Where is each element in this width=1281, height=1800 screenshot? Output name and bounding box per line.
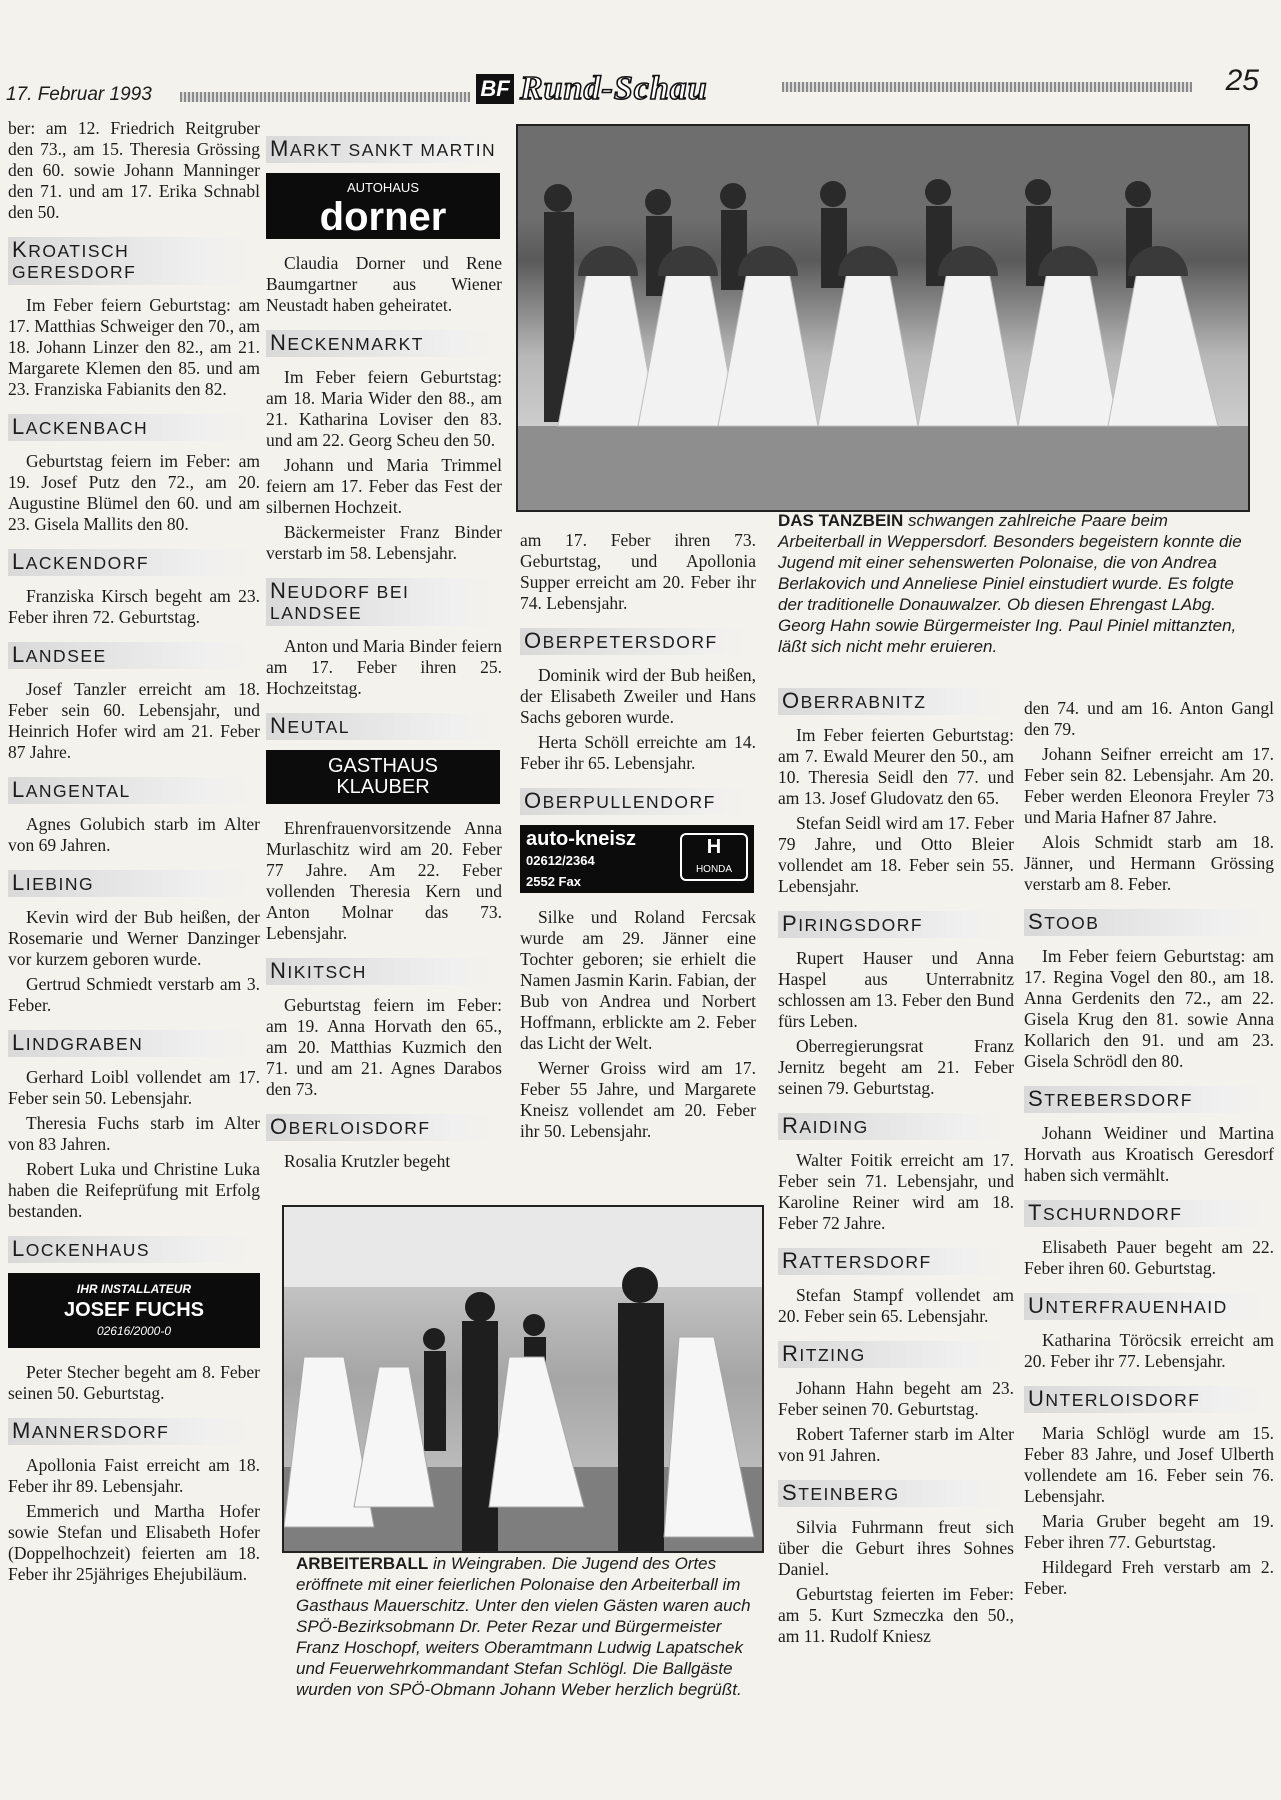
section-heading: OBERPULLENDORF (520, 788, 756, 815)
paragraph: Geburtstag feiern im Feber: am 19. Josef Putz den 72., am 20. Augustine Blümel den 60. und am 23. Gisela Mallits den 80. (8, 451, 260, 534)
paragraph: ber: am 12. Friedrich Reitgruber den 73., am 15. Theresia Grössing den 60. sowie Johann Manninger den 71. und am 17. Erika Schnabl den 50. (8, 118, 260, 222)
paragraph: Elisabeth Pauer begeht am 22. Feber ihren 60. Geburtstag. (1024, 1237, 1274, 1278)
caption-arbeiterball (296, 1553, 756, 1700)
caption-tanzbein (778, 510, 1244, 657)
ad-line: GASTHAUS (327, 755, 439, 777)
ad-logo: dorner (319, 195, 447, 239)
caption-head: DAS TANZBEIN (778, 511, 904, 530)
paragraph: Anton und Maria Binder feiern am 17. Feber ihren 25. Hochzeitstag. (266, 636, 502, 698)
section-heading: STEINBERG (778, 1480, 1014, 1507)
column-5 (1024, 698, 1274, 1603)
paragraph: Gerhard Loibl vollendet am 17. Feber sein 50. Lebensjahr. (8, 1067, 260, 1108)
section-heading: NEUDORF BEI LANDSEE (266, 578, 502, 626)
paragraph: Robert Luka und Christine Luka haben die Reifeprüfung mit Erfolg bestanden. (8, 1159, 260, 1221)
paragraph: Peter Stecher begeht am 8. Feber seinen 50. Geburtstag. (8, 1362, 260, 1403)
section-heading: MANNERSDORF (8, 1418, 260, 1445)
column-3 (520, 530, 756, 1146)
section-heading: RITZING (778, 1341, 1014, 1368)
column-2 (266, 126, 502, 1176)
advert-auto-kneisz (520, 825, 754, 893)
paragraph: Dominik wird der Bub heißen, der Elisabeth Zweiler und Hans Sachs geboren wurde. (520, 665, 756, 727)
paragraph: Stefan Seidl wird am 17. Feber 79 Jahre, und Otto Bleier vollendet am 18. Feber sein 55. Lebensjahr. (778, 813, 1014, 896)
ad-line: AUTOHAUS (347, 180, 419, 195)
advert-josef-fuchs (8, 1273, 260, 1348)
paragraph: Silvia Fuhrmann freut sich über die Geburt ihres Sohnes Daniel. (778, 1517, 1014, 1579)
section-heading: LANDSEE (8, 642, 260, 669)
section-heading: RATTERSDORF (778, 1248, 1014, 1275)
ad-line: HONDA (695, 864, 733, 875)
issue-date: 17. Februar 1993 (6, 84, 152, 105)
header-rule-right (782, 82, 1192, 92)
section-heading: STREBERSDORF (1024, 1086, 1274, 1113)
section-heading: LINDGRABEN (8, 1030, 260, 1057)
paragraph: Johann und Maria Trimmel feiern am 17. Feber das Fest der silbernen Hochzeit. (266, 455, 502, 517)
dancers-illustration (518, 126, 1248, 510)
caption-text: schwangen zahlreiche Paare beim Arbeiterball in Weppersdorf. Besonders begeistern konnte die Jugend mit einer sehenswerten Polonaise, die von Andrea Berlakovich und Anneliese Piniel einstudiert wurde. Es folgte der traditionelle Donauwalzer. Ob diesen Ehrengast LAbg. Georg Hahn sowie Bürgermeister Ing. Paul Piniel mittanzten, läßt sich nicht mehr eruieren. (778, 511, 1242, 656)
paragraph: den 74. und am 16. Anton Gangl den 79. (1024, 698, 1274, 739)
paragraph: Geburtstag feierten im Feber: am 5. Kurt Szmeczka den 50., am 11. Rudolf Kniesz (778, 1584, 1014, 1646)
paragraph: Josef Tanzler erreicht am 18. Feber sein 60. Lebensjahr, und Heinrich Hofer wird am 21. Feber 87 Jahre. (8, 679, 260, 762)
paragraph: Agnes Golubich starb im Alter von 69 Jahren. (8, 814, 260, 855)
paragraph: Johann Seifner erreicht am 17. Feber sein 82. Lebensjahr. Am 20. Feber werden Eleonora Freyler 73 und Maria Hafner 87 Jahre. (1024, 744, 1274, 827)
section-heading: LACKENBACH (8, 414, 260, 441)
logo-bf-box: BF (476, 74, 514, 104)
paragraph: Im Feber feierten Geburtstag: am 7. Ewald Meurer den 50., am 10. Theresia Seidl den 77. und am 13. Josef Gludovatz den 65. (778, 725, 1014, 808)
header-rule-left (180, 92, 470, 102)
section-heading: NECKENMARKT (266, 330, 502, 357)
ad-line: 2552 Fax (526, 874, 581, 889)
ad-line: auto-kneisz (526, 828, 637, 850)
paragraph: Hildegard Freh verstarb am 2. Feber. (1024, 1557, 1274, 1598)
section-heading: MARKT SANKT MARTIN (266, 136, 502, 163)
paragraph: am 17. Feber ihren 73. Geburtstag, und Apollonia Supper erreicht am 20. Feber ihr 74. Lebensjahr. (520, 530, 756, 613)
paragraph: Bäckermeister Franz Binder verstarb im 58. Lebensjahr. (266, 522, 502, 563)
paragraph: Claudia Dorner und Rene Baumgartner aus Wiener Neustadt haben geheiratet. (266, 253, 502, 315)
section-heading: LIEBING (8, 870, 260, 897)
section-heading: OBERLOISDORF (266, 1114, 502, 1141)
advert-autohaus-dorner (266, 173, 500, 239)
section-heading: NIKITSCH (266, 958, 502, 985)
photo-tanzbein (516, 124, 1250, 512)
section-heading: LACKENDORF (8, 549, 260, 576)
paragraph: Johann Hahn begeht am 23. Feber seinen 70. Geburtstag. (778, 1378, 1014, 1419)
section-heading: NEUTAL (266, 713, 502, 740)
paragraph: Geburtstag feiern im Feber: am 19. Anna Horvath den 65., am 20. Matthias Kuzmich den 71. und am 21. Agnes Darabos den 73. (266, 995, 502, 1099)
paragraph: Herta Schöll erreichte am 14. Feber ihr 65. Lebensjahr. (520, 732, 756, 773)
section-heading: OBERPETERSDORF (520, 628, 756, 655)
paragraph: Werner Groiss wird am 17. Feber 55 Jahre, und Margarete Kneisz vollendet am 20. Feber ihr 50. Lebensjahr. (520, 1058, 756, 1141)
ad-line: 02612/2364 (526, 853, 595, 868)
paragraph: Maria Schlögl wurde am 15. Feber 83 Jahre, und Josef Ulberth vollendete am 16. Feber sein 76. Lebensjahr. (1024, 1423, 1274, 1506)
paragraph: Franziska Kirsch begeht am 23. Feber ihren 72. Geburtstag. (8, 586, 260, 627)
page-number: 25 (1225, 64, 1259, 97)
section-heading: STOOB (1024, 909, 1274, 936)
ad-line: KLAUBER (336, 776, 430, 798)
logo-title: Rund-Schau (520, 70, 708, 107)
paragraph: Maria Gruber begeht am 19. Feber ihren 77. Geburtstag. (1024, 1511, 1274, 1552)
honda-logo (680, 833, 748, 881)
paragraph: Katharina Töröcsik erreicht am 20. Feber ihr 77. Lebensjahr. (1024, 1330, 1274, 1371)
photo-arbeiterball (282, 1205, 764, 1553)
paragraph: Walter Foitik erreicht am 17. Feber sein 71. Lebensjahr, und Karoline Reiner wird am 18. Feber 72 Jahre. (778, 1150, 1014, 1233)
ad-line: IHR INSTALLATEUR (76, 1282, 192, 1296)
masthead-logo (476, 70, 786, 110)
section-heading: OBERRABNITZ (778, 688, 1014, 715)
section-heading: PIRINGSDORF (778, 911, 1014, 938)
paragraph: Robert Taferner starb im Alter von 91 Jahren. (778, 1424, 1014, 1465)
paragraph: Alois Schmidt starb am 18. Jänner, und Hermann Grössing verstarb am 8. Feber. (1024, 832, 1274, 894)
paragraph: Theresia Fuchs starb im Alter von 83 Jahren. (8, 1113, 260, 1154)
paragraph: Im Feber feiern Geburtstag: am 17. Matthias Schweiger den 70., am 18. Johann Linzer den 82., am 21. Margarete Klemen den 85. und am 23. Franziska Fabianits den 82. (8, 295, 260, 399)
paragraph: Im Feber feiern Geburtstag: am 17. Regina Vogel den 80., am 18. Anna Gerdenits den 72., am 22. Gisela Krug den 81. sowie Anna Kollarich den 91. und am 23. Gisela Schrödl den 80. (1024, 946, 1274, 1071)
column-1 (8, 118, 260, 1589)
caption-head: ARBEITERBALL (296, 1554, 429, 1573)
paragraph: Emmerich und Martha Hofer sowie Stefan und Elisabeth Hofer (Doppelhochzeit) feierten am 18. Feber ihr 25jähriges Ehejubiläum. (8, 1501, 260, 1584)
section-heading: LOCKENHAUS (8, 1236, 260, 1263)
honda-h-icon: H (706, 836, 722, 858)
paragraph: Stefan Stampf vollendet am 20. Feber sein 65. Lebensjahr. (778, 1285, 1014, 1326)
advert-gasthaus-klauber (266, 750, 500, 804)
paragraph: Johann Weidiner und Martina Horvath aus Kroatisch Geresdorf haben sich vermählt. (1024, 1123, 1274, 1185)
paragraph: Apollonia Faist erreicht am 18. Feber ihr 89. Lebensjahr. (8, 1455, 260, 1496)
column-4 (778, 688, 1014, 1651)
ad-line: JOSEF FUCHS (63, 1299, 205, 1321)
paragraph: Oberregierungsrat Franz Jernitz begeht am 21. Feber seinen 79. Geburtstag. (778, 1036, 1014, 1098)
ballroom-illustration (284, 1207, 762, 1551)
paragraph: Kevin wird der Bub heißen, der Rosemarie und Werner Danzinger vor kurzem geboren wurde. (8, 907, 260, 969)
ad-line: 02616/2000-0 (96, 1324, 172, 1338)
paragraph: Im Feber feiern Geburtstag: am 18. Maria Wider den 88., am 21. Katharina Loviser den 83. und am 22. Georg Scheu den 50. (266, 367, 502, 450)
section-heading: RAIDING (778, 1113, 1014, 1140)
paragraph: Rupert Hauser und Anna Haspel aus Unterrabnitz schlossen am 13. Feber den Bund fürs Leben. (778, 948, 1014, 1031)
paragraph: Rosalia Krutzler begeht (284, 1151, 451, 1171)
section-heading: TSCHURNDORF (1024, 1200, 1274, 1227)
paragraph: Gertrud Schmiedt verstarb am 3. Feber. (8, 974, 260, 1015)
section-heading: KROATISCH GERESDORF (8, 237, 260, 285)
paragraph: Ehrenfrauenvorsitzende Anna Murlaschitz wird am 20. Feber 77 Jahre. Am 22. Feber vollenden Theresia Kern und Anton Molnar das 73. Lebensjahr. (266, 818, 502, 943)
section-heading: UNTERLOISDORF (1024, 1386, 1274, 1413)
caption-text: in Weingraben. Die Jugend des Ortes eröffnete mit einer feierlichen Polonaise den Arbeiterball im Gasthaus Mauerschitz. Unter den vielen Gästen waren auch SPÖ-Bezirksobmann Dr. Peter Rezar und Bürgermeister Franz Hoschopf, weiters Oberamtmann Ludwig Lapatschek und Feuerwehrkommandant Stefan Schlögl. Die Ballgäste wurden von SPÖ-Obmann Johann Weber herzlich begrüßt. (296, 1554, 751, 1699)
section-heading: LANGENTAL (8, 777, 260, 804)
paragraph: Silke und Roland Fercsak wurde am 29. Jänner eine Tochter geboren; sie erhielt die Namen Jasmin Karin. Fabian, der Bub von Andrea und Norbert Hoffmann, erblickte am 2. Feber das Licht der Welt. (520, 907, 756, 1053)
section-heading: UNTERFRAUENHAID (1024, 1293, 1274, 1320)
